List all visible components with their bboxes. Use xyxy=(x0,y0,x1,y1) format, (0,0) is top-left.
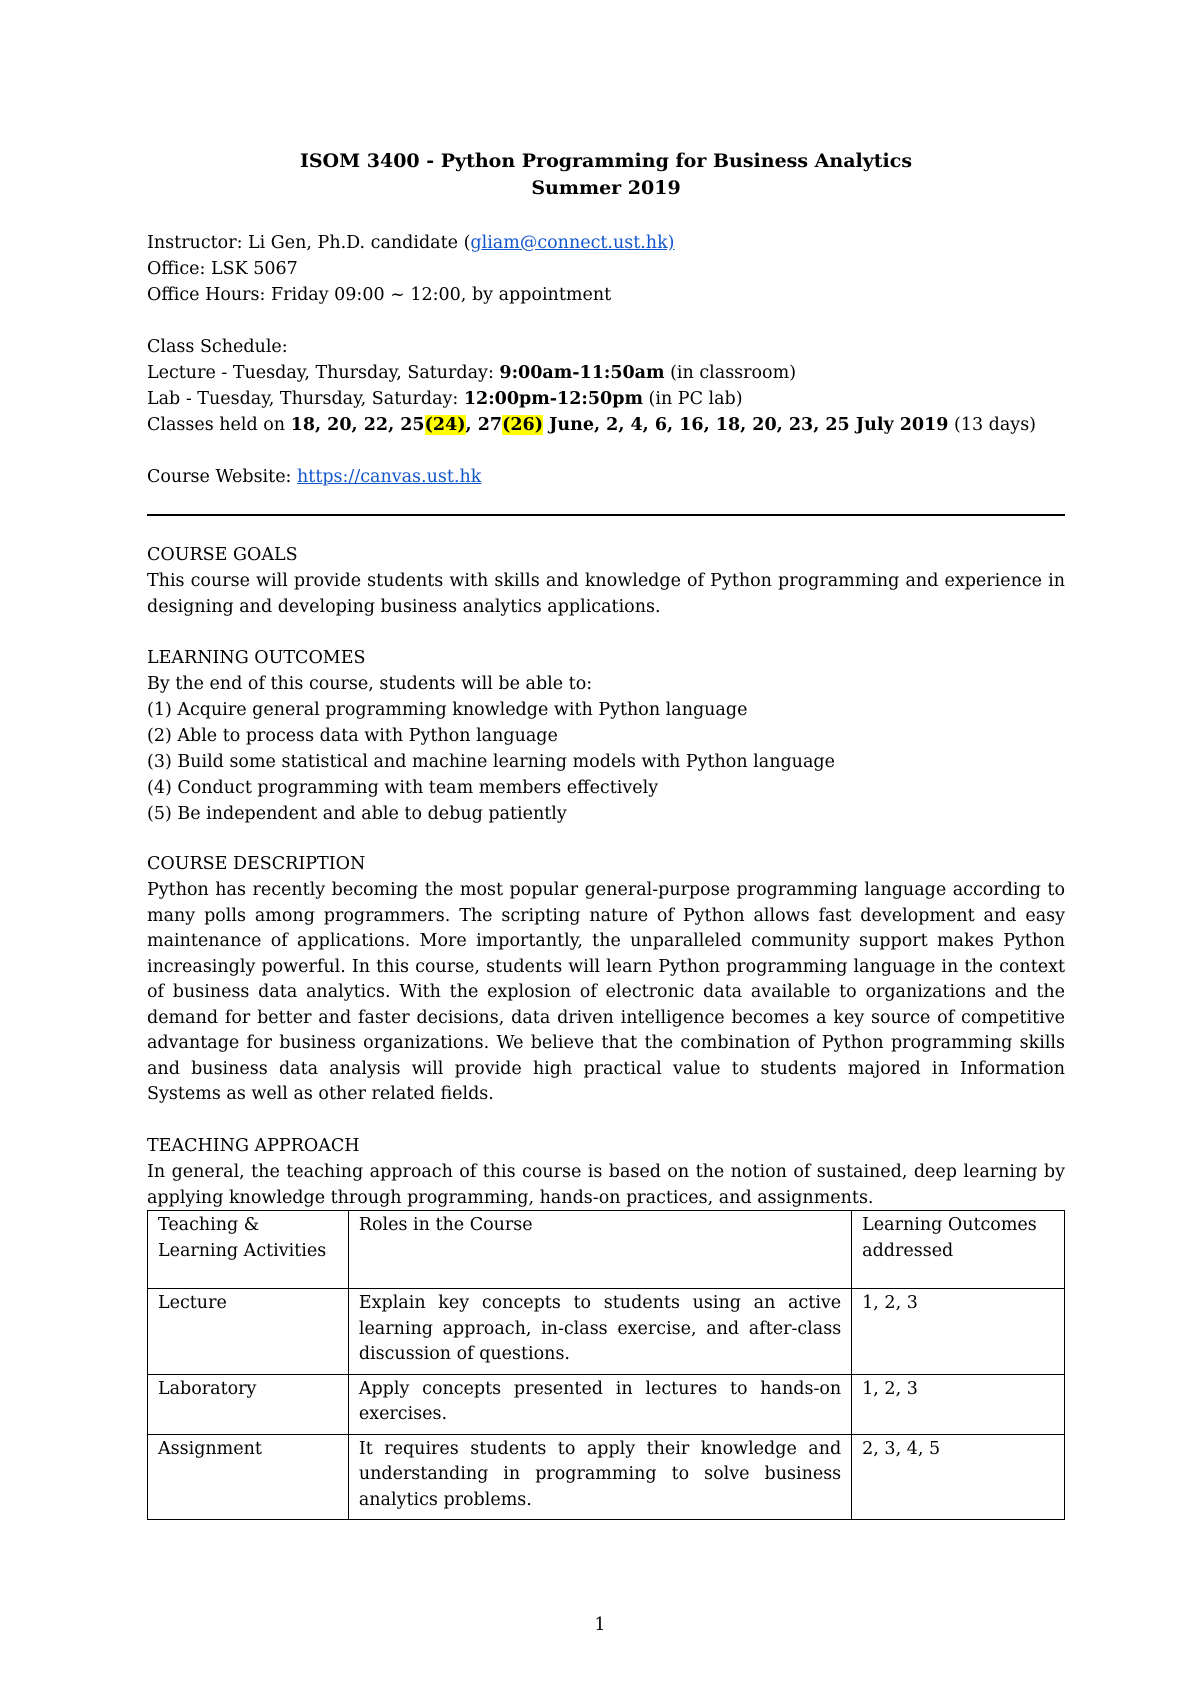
highlight-date-1: (24) xyxy=(424,415,466,435)
outcome-item-2: (2) Able to process data with Python language xyxy=(147,726,558,746)
classes-prefix: Classes held on xyxy=(147,415,291,435)
instructor-email-link[interactable]: gliam@connect.ust.hk) xyxy=(470,233,675,253)
teaching-heading: TEACHING APPROACH xyxy=(147,1136,360,1156)
table-row xyxy=(148,1434,1065,1520)
table-cell: Explain key concepts to students using an active learning approach, in-class exercise, and after-class discussion of questions. xyxy=(348,1289,851,1375)
table-cell: 1, 2, 3 xyxy=(852,1374,1065,1434)
outcome-item-1: (1) Acquire general programming knowledge with Python language xyxy=(147,700,748,720)
teaching-activities-table xyxy=(147,1210,1065,1520)
classes-suffix: (13 days) xyxy=(948,415,1037,435)
outcome-item-5: (5) Be independent and able to debug patiently xyxy=(147,804,567,824)
table-cell: Laboratory xyxy=(148,1374,349,1434)
description-text: Python has recently becoming the most popular general-purpose programming language according to many polls among programmers. The scripting nature of Python allows fast development and easy maintenance of applications. More importantly, the unparalleled community support makes Python increasingly powerful. In this course, students will learn Python programming language in the context of business data analytics. With the explosion of electronic data available to organizations and the demand for better and faster decisions, data driven intelligence becomes a key source of competitive advantage for business organizations. We believe that the combination of Python programming skills and business data analysis will provide high practical value to students majored in Information Systems as well as other related fields. xyxy=(147,880,1065,1104)
table-header-cell: Teaching & Learning Activities xyxy=(148,1211,349,1289)
instructor-label: Instructor: Li Gen, Ph.D. candidate ( xyxy=(147,233,471,253)
instructor-line xyxy=(147,231,675,257)
classes-dates-b: , 27 xyxy=(465,415,503,435)
goals-heading: COURSE GOALS xyxy=(147,545,298,565)
classes-dates-c: June, 2, 4, 6, 16, 18, 20, 23, 25 July 2019 xyxy=(543,415,949,435)
outcome-item-3: (3) Build some statistical and machine learning models with Python language xyxy=(147,752,835,772)
table-cell: Apply concepts presented in lectures to hands-on exercises. xyxy=(348,1374,851,1434)
website-label: Course Website: xyxy=(147,467,298,487)
office-hours-line: Office Hours: Friday 09:00 ~ 12:00, by appointment xyxy=(147,285,612,305)
office-line: Office: LSK 5067 xyxy=(147,259,298,279)
table-cell: 2, 3, 4, 5 xyxy=(852,1434,1065,1520)
table-cell: 1, 2, 3 xyxy=(852,1289,1065,1375)
website-line xyxy=(147,465,481,491)
highlight-date-2: (26) xyxy=(502,415,543,435)
goals-text: This course will provide students with skills and knowledge of Python programming and experience in designing and developing business analytics applications. xyxy=(147,571,1065,617)
lab-suffix: (in PC lab) xyxy=(642,389,743,409)
teaching-text: In general, the teaching approach of this course is based on the notion of sustained, deep learning by applying knowledge through programming, hands-on practices, and assignments. xyxy=(147,1162,1065,1208)
course-term: Summer 2019 xyxy=(531,177,681,199)
lecture-suffix: (in classroom) xyxy=(664,363,797,383)
lab-time: 12:00pm-12:50pm xyxy=(463,389,643,409)
table-header-cell: Roles in the Course xyxy=(348,1211,851,1289)
description-heading: COURSE DESCRIPTION xyxy=(147,854,366,874)
outcome-item-4: (4) Conduct programming with team members effectively xyxy=(147,778,659,798)
class-dates-line xyxy=(147,413,1036,439)
section-divider xyxy=(147,514,1065,516)
course-title: ISOM 3400 - Python Programming for Business Analytics xyxy=(299,150,913,172)
lab-schedule-line xyxy=(147,387,743,413)
schedule-heading: Class Schedule: xyxy=(147,337,288,357)
table-header-row xyxy=(148,1211,1065,1289)
lab-prefix: Lab - Tuesday, Thursday, Saturday: xyxy=(147,389,464,409)
page-number: 1 xyxy=(594,1615,606,1635)
outcomes-heading: LEARNING OUTCOMES xyxy=(147,648,366,668)
classes-dates-a: 18, 20, 22, 25 xyxy=(290,415,425,435)
table-cell: It requires students to apply their knowledge and understanding in programming to solve business analytics problems. xyxy=(348,1434,851,1520)
outcomes-intro: By the end of this course, students will be able to: xyxy=(147,674,593,694)
lecture-schedule-line xyxy=(147,361,796,387)
table-row xyxy=(148,1374,1065,1434)
lecture-prefix: Lecture - Tuesday, Thursday, Saturday: xyxy=(147,363,500,383)
table-cell: Assignment xyxy=(148,1434,349,1520)
website-link[interactable]: https://canvas.ust.hk xyxy=(297,467,482,487)
table-header-cell: Learning Outcomes addressed xyxy=(852,1211,1065,1289)
lecture-time: 9:00am-11:50am xyxy=(499,363,665,383)
table-cell: Lecture xyxy=(148,1289,349,1375)
table-row xyxy=(148,1289,1065,1375)
